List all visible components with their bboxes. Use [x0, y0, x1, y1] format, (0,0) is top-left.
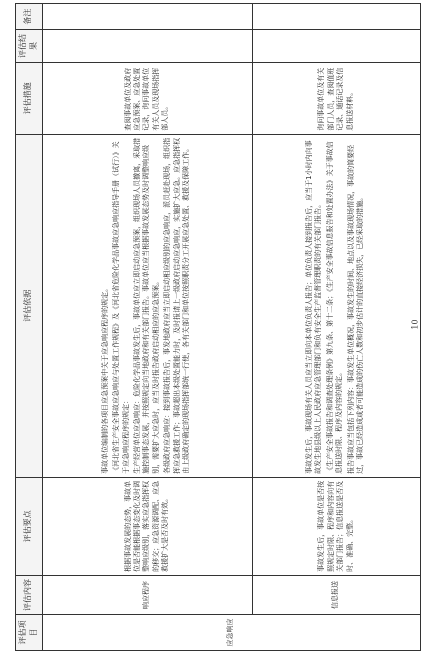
basis-paragraph: 各级政府应急响应：接到事故报告后，事发地政府应当立即启动相应级别的应急响应，派员赶赴现场，组织指挥应急救援工作；事故超出本级处置能力时，及时报请上一级政府启动应急响应，实施扩大应急。应急指挥权由上级政府确定的现场指挥部统一行使，各有关部门和单位按照职责分工开展应急处置、救援及保障工作。: [163, 137, 191, 474]
basis-paragraph: 事故发生后，事故现场有关人员应当立即向本单位负责人报告；单位负责人接到报告后，应当于1小时内向事故发生地县级以上人民政府应急管理部门和负有安全生产监督管理职责的有关部门报告。: [304, 140, 323, 474]
cell-basis: [42, 134, 252, 477]
cell-measures: 询问事故单位及有关部门人员，查阅值班记录、通话记录及信息报送材料。: [252, 62, 420, 134]
table-row: [42, 4, 252, 651]
header-content: 评估内容: [16, 575, 43, 614]
cell-basis: [252, 134, 420, 477]
header-measures: 评估措施: [16, 62, 43, 134]
basis-paragraph: 事故单位编制的各项目应急预案中关于应急响应程序的规定。: [100, 284, 109, 474]
basis-paragraph: 《生产安全事故报告和调查处理条例》第九条、第十二条；《生产安全事故信息报告和处置办法》关于事故信息报送时限、程序及内容的规定。: [325, 141, 344, 474]
header-result: 评估结果: [16, 30, 43, 63]
basis-paragraph: 生产经营单位应急响应：危险化学品事故发生后，事故单位应立即启动应急预案，组织现场人员撤离，采取措施控制事态发展，并按照规定向当地政府和有关部门报告。事故单位应当根据事故发展态势及时调整响应级别，需要扩大应急时，应当及时报告政府启动相应的应急预案。: [132, 137, 160, 474]
cell-result: [252, 30, 420, 63]
cell-points: 根据事故发展的态势，事故单位是否能根据事态变化及时调整响应级别，落实应急指挥权的移交；应急资源调配、应急救援扩大是否及时有效。: [42, 477, 252, 575]
cell-points: 事故发生后，事故单位是否按照规定时限、程序和内容向有关部门报告；信息报送是否及时、准确、完整。: [252, 477, 420, 575]
header-basis: 评估依据: [16, 134, 43, 477]
basis-paragraph: 《河北省生产安全事故应急响应与处置工作规程》及《河北省危险化学品事故应急响应指导手册（试行）》关于应急响应程序的规定：: [112, 141, 130, 474]
cell-measures: 查阅事故单位及政府应急预案、应急处置记录，询问事故单位有关人员及现场指挥部人员。: [42, 62, 252, 134]
header-item: 评估项目: [16, 615, 43, 651]
table-row: [252, 4, 420, 651]
cell-content: 信息报送: [252, 575, 420, 614]
cell-item: 应急响应: [42, 615, 420, 651]
assessment-table-rotated: [15, 3, 411, 651]
cell-remark: [252, 4, 420, 30]
header-points: 评估要点: [16, 477, 43, 575]
table-header-row: [16, 4, 43, 651]
basis-paragraph: 报告事故应当包括下列内容：事故发生单位概况，事故发生的时间、地点以及事故现场情况，事故的简要经过，事故已经造成或者可能造成的伤亡人数和初步估计的直接经济损失，已经采取的措施。: [346, 144, 364, 474]
cell-remark: [42, 4, 252, 30]
assessment-table: [15, 3, 421, 651]
page-number: 10: [410, 319, 420, 330]
cell-result: [42, 30, 252, 63]
cell-content: 响应程序: [42, 575, 252, 614]
header-remark: 备注: [16, 4, 43, 30]
